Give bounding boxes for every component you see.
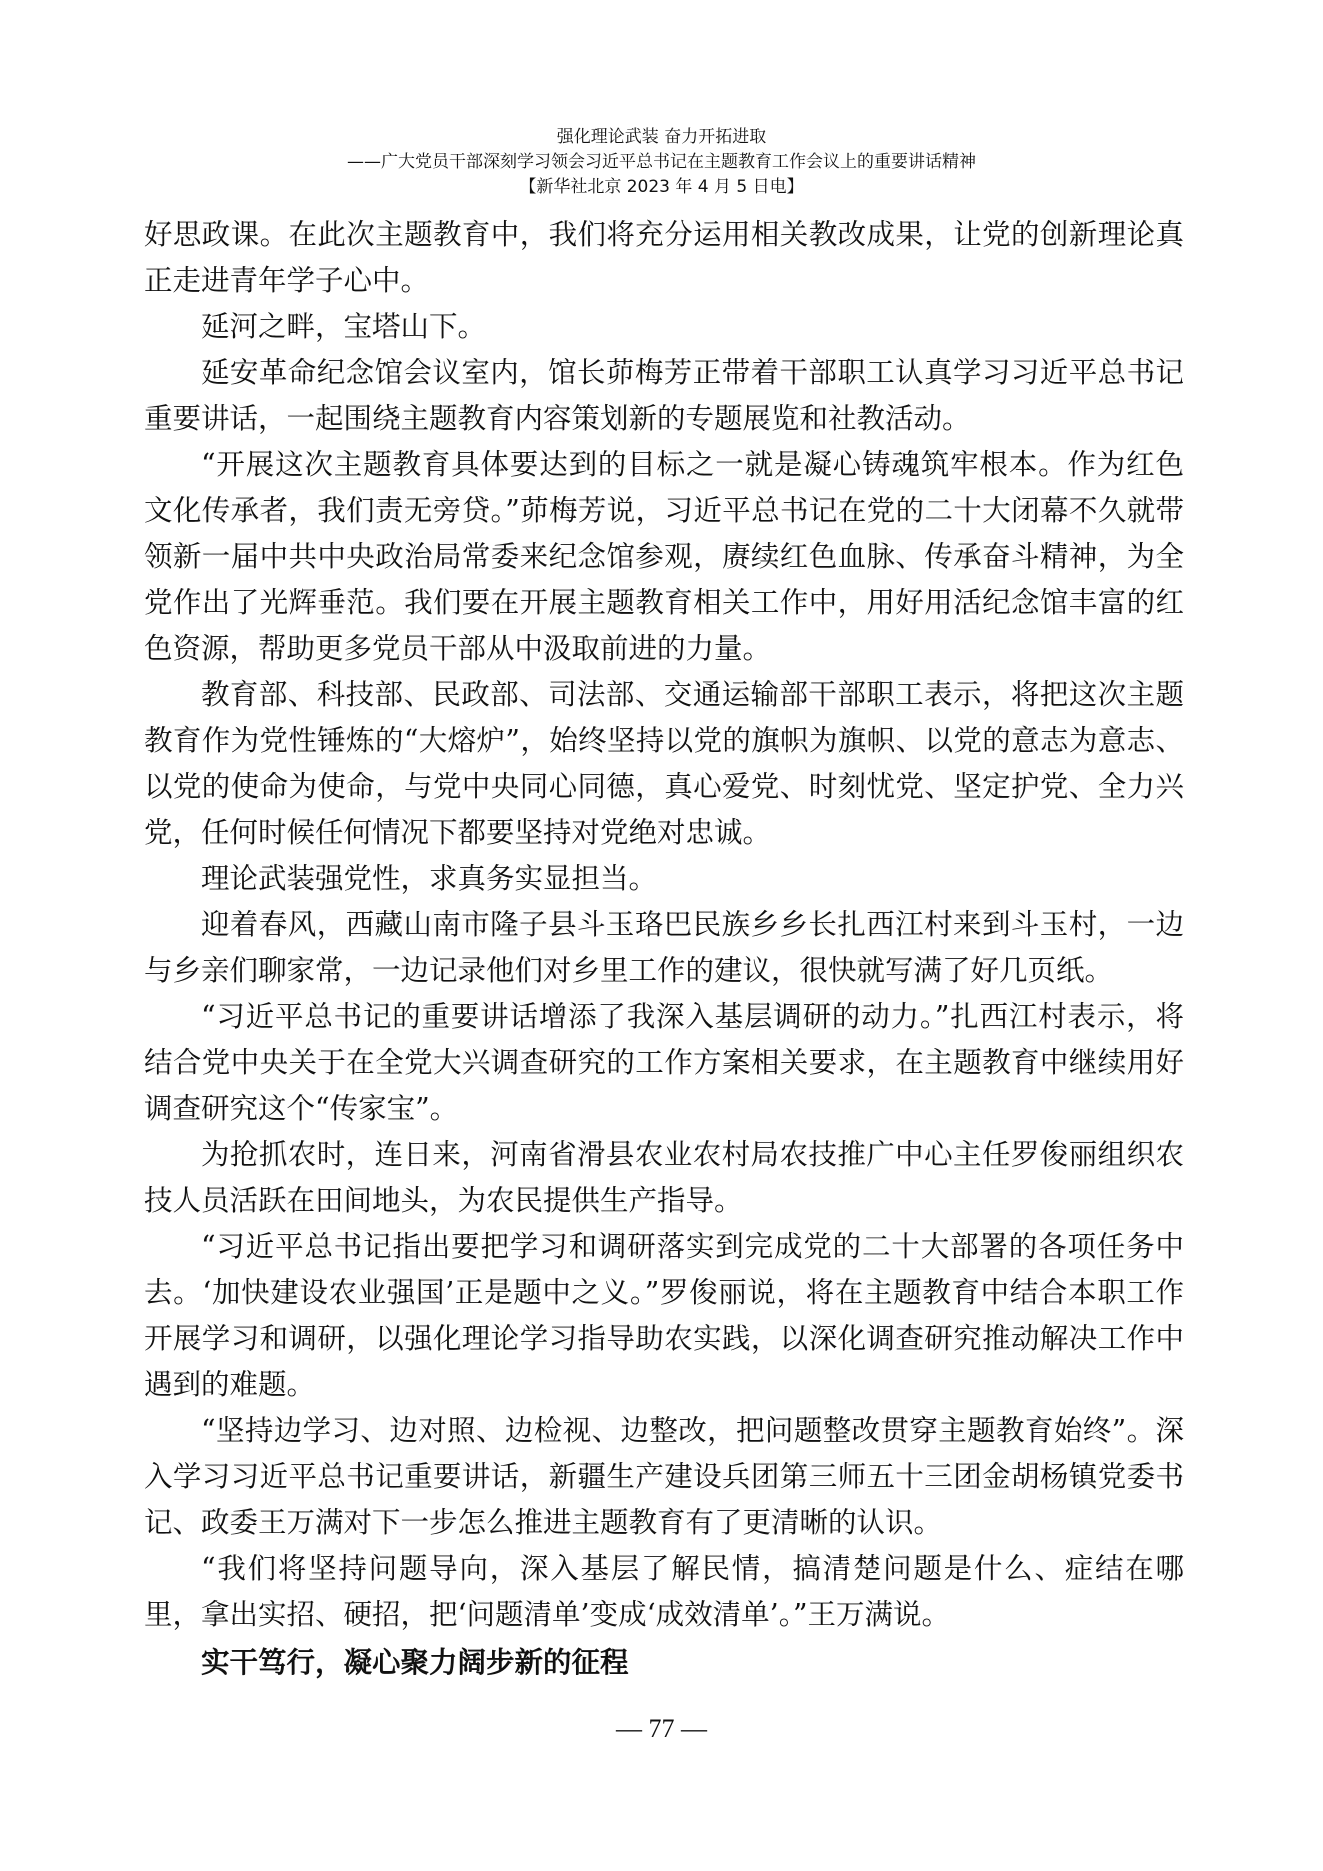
document-header (0, 125, 1323, 200)
paragraph: 迎着春风，西藏山南市隆子县斗玉珞巴民族乡乡长扎西江村来到斗玉村，一边与乡亲们聊家常，一边记录他们对乡里工作的建议，很快就写满了好几页纸。 (144, 908, 1184, 987)
paragraph: 好思政课。在此次主题教育中，我们将充分运用相关教改成果，让党的创新理论真正走进青年学子心中。 (144, 218, 1184, 297)
paragraph: “坚持边学习、边对照、边检视、边整改，把问题整改贯穿主题教育始终”。深入学习习近平总书记重要讲话，新疆生产建设兵团第三师五十三团金胡杨镇党委书记、政委王万满对下一步怎么推进主题教育有了更清晰的认识。 (144, 1414, 1184, 1539)
paragraph: “开展这次主题教育具体要达到的目标之一就是凝心铸魂筑牢根本。作为红色文化传承者，我们责无旁贷。”茆梅芳说，习近平总书记在党的二十大闭幕不久就带领新一届中共中央政治局常委来纪念馆参观，赓续红色血脉、传承奋斗精神，为全党作出了光辉垂范。我们要在开展主题教育相关工作中，用好用活纪念馆丰富的红色资源，帮助更多党员干部从中汲取前进的力量。 (144, 448, 1184, 665)
article-body (144, 212, 1184, 1686)
header-dateline: 【新华社北京 2023 年 4 月 5 日电】 (519, 177, 804, 197)
paragraph: “我们将坚持问题导向，深入基层了解民情，搞清楚问题是什么、症结在哪里，拿出实招、硬招，把‘问题清单’变成‘成效清单’。”王万满说。 (144, 1552, 1184, 1631)
paragraph: 为抢抓农时，连日来，河南省滑县农业农村局农技推广中心主任罗俊丽组织农技人员活跃在田间地头，为农民提供生产指导。 (144, 1138, 1184, 1217)
header-title: 强化理论武装 奋力开拓进取 (556, 127, 767, 147)
header-subtitle: ——广大党员干部深刻学习领会习近平总书记在主题教育工作会议上的重要讲话精神 (347, 152, 976, 172)
paragraph: “习近平总书记指出要把学习和调研落实到完成党的二十大部署的各项任务中去。‘加快建设农业强国’正是题中之义。”罗俊丽说，将在主题教育中结合本职工作开展学习和调研，以强化理论学习指导助农实践，以深化调查研究推动解决工作中遇到的难题。 (144, 1230, 1184, 1401)
paragraph: 延安革命纪念馆会议室内，馆长茆梅芳正带着干部职工认真学习习近平总书记重要讲话，一起围绕主题教育内容策划新的专题展览和社教活动。 (144, 356, 1184, 435)
page-number: — 77 — (616, 1714, 707, 1743)
paragraph: 理论武装强党性，求真务实显担当。 (201, 862, 658, 895)
paragraph: 延河之畔，宝塔山下。 (201, 310, 487, 343)
paragraph: 教育部、科技部、民政部、司法部、交通运输部干部职工表示，将把这次主题教育作为党性锤炼的“大熔炉”，始终坚持以党的旗帜为旗帜、以党的意志为意志、以党的使命为使命，与党中央同心同德，真心爱党、时刻忧党、坚定护党、全力兴党，任何时候任何情况下都要坚持对党绝对忠诚。 (144, 678, 1184, 849)
paragraph: “习近平总书记的重要讲话增添了我深入基层调研的动力。”扎西江村表示，将结合党中央关于在全党大兴调查研究的工作方案相关要求，在主题教育中继续用好调查研究这个“传家宝”。 (144, 1000, 1184, 1125)
section-heading: 实干笃行，凝心聚力阔步新的征程 (201, 1646, 629, 1679)
